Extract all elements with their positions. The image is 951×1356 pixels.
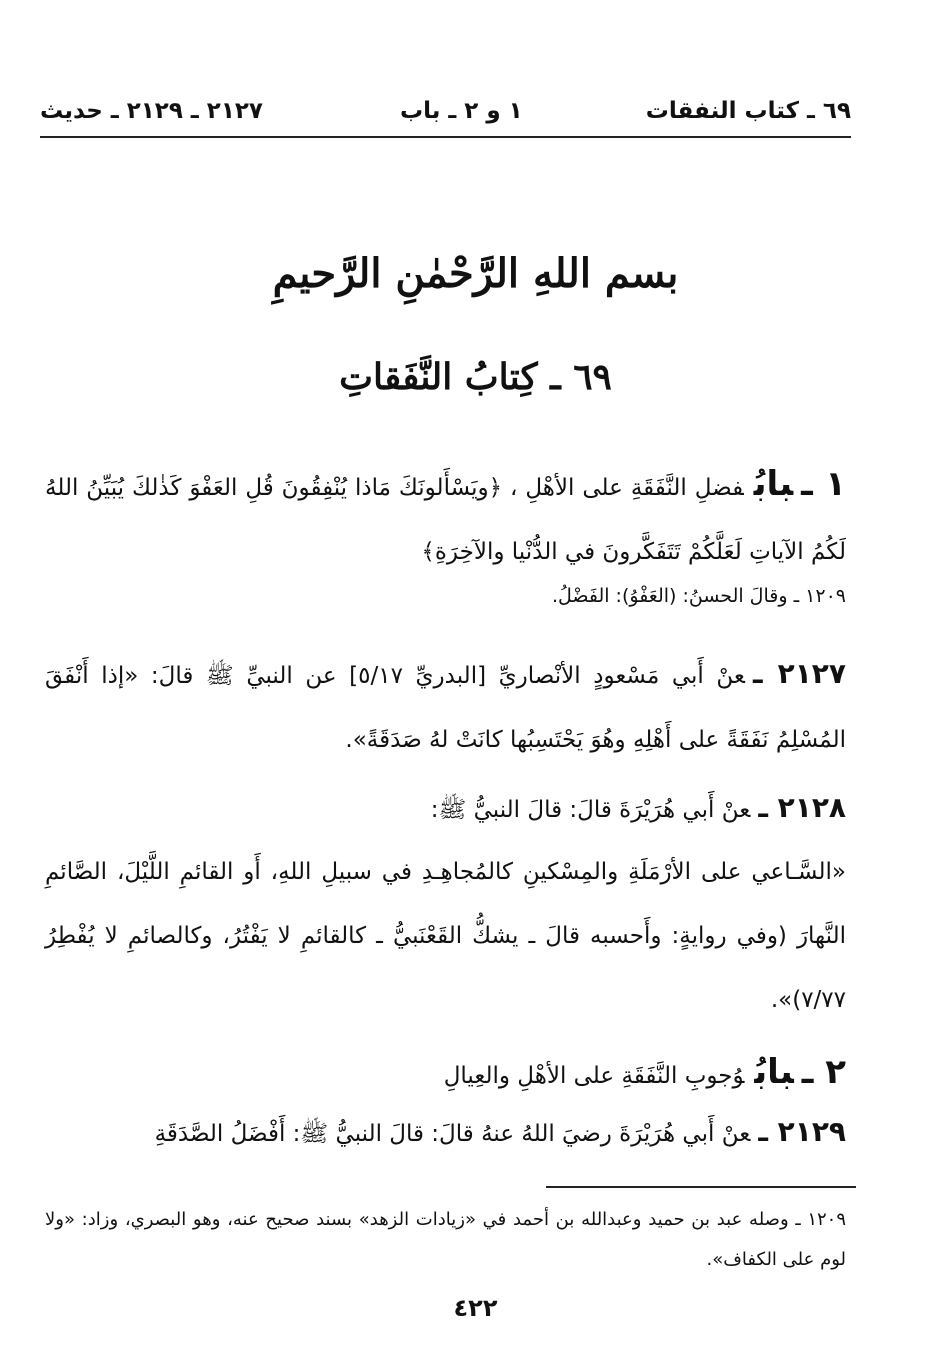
header-book-title: ٦٩ ـ كتاب النفقات: [645, 98, 851, 124]
chapter-1-word: بابُ: [753, 464, 794, 504]
footnote-divider: [546, 1186, 856, 1188]
chapter-2: [45, 1040, 846, 1108]
hadith-2129: [45, 1100, 846, 1166]
athar-1209: ١٢٠٩ ـ وقالَ الحسنُ: (العَفْوُ): الفَضْلُ.: [551, 585, 846, 607]
page-number: ٤٢٢: [453, 1294, 498, 1322]
hadith-2128-number: ٢١٢٨ ـ: [758, 791, 846, 824]
chapter-2-word: بابُ: [754, 1052, 794, 1092]
chapter-1: [45, 452, 846, 584]
hadith-2127-text: عنْ أَبي مَسْعودٍ الأنْصاريِّ [البدريِّ ٥/١٧] عن النبيِّ ﷺ قالَ: «إذا أَنْفَقَ المُسْلِمُ نَفَقَةً على أَهْلِهِ وهُوَ يَحْتَسِبُها كانَتْ لهُ صَدَقَةً».: [45, 663, 846, 753]
running-header: [40, 88, 851, 138]
hadith-2128-intro: عنْ أَبي هُرَيْرَةَ قالَ: قالَ النبيُّ ﷺ:: [430, 797, 751, 823]
hadith-2128-text: «السَّـاعي على الأرْمَلَةِ والمِسْكينِ كالمُجاهِـدِ في سبيلِ اللهِ، أَو القائمِ اللَّيْلَ، الصَّائمِ النَّهارَ (وفي روايةٍ: وأَحسبه قالَ ـ يشكُّ القَعْنَبيُّ ـ كالقائمِ لا يَفْتُرُ، وكالصائمِ لا يُفْطِرُ ٧/٧٧)».: [45, 859, 846, 1013]
chapter-2-text: وُجوبِ النَّفَقَةِ على الأهْلِ والعِيالِ: [443, 1063, 745, 1089]
hadith-2129-number: ٢١٢٩ ـ: [758, 1115, 846, 1148]
header-chapter-range: ١ و ٢ ـ باب: [400, 98, 523, 124]
footnote-1209: ١٢٠٩ ـ وصله عبد بن حميد وعبدالله بن أحمد في «زيادات الزهد» بسند صحيح عنه، وهو البصري، وزاد: «ولا لوم على الكفاف».: [45, 1209, 846, 1270]
chapter-1-number: ١ ـ: [801, 464, 846, 504]
hadith-2127: [45, 642, 846, 772]
chapter-1-text: فضلِ النَّفَقَةِ على الأهْلِ ، ﴿ويَسْأَلونَكَ مَاذا يُنْفِقُونَ قُلِ العَفْوَ كَذٰلكَ يُبَيِّنُ اللهُ لَكُمُ الآياتِ لَعَلَّكُمْ تَتَفَكَّرونَ في الدُّنْيا والآخِرَةِ﴾: [45, 475, 846, 565]
chapter-2-number: ٢ ـ: [801, 1052, 846, 1092]
book-title: ٦٩ ـ كِتابُ النَّفَقاتِ: [339, 356, 612, 398]
hadith-2129-text: عنْ أَبي هُرَيْرَةَ رضيَ اللهُ عنهُ قالَ: قالَ النبيُّ ﷺ: أَفْضَلُ الصَّدَقَةِ: [154, 1121, 751, 1147]
basmala: بسم اللهِ الرَّحْمٰنِ الرَّحيمِ: [272, 250, 679, 297]
hadith-2128-intro-block: [45, 776, 846, 842]
hadith-2127-number: ٢١٢٧ ـ: [753, 657, 846, 690]
header-hadith-range: ٢١٢٧ ـ ٢١٢٩ ـ حديث: [40, 98, 263, 124]
